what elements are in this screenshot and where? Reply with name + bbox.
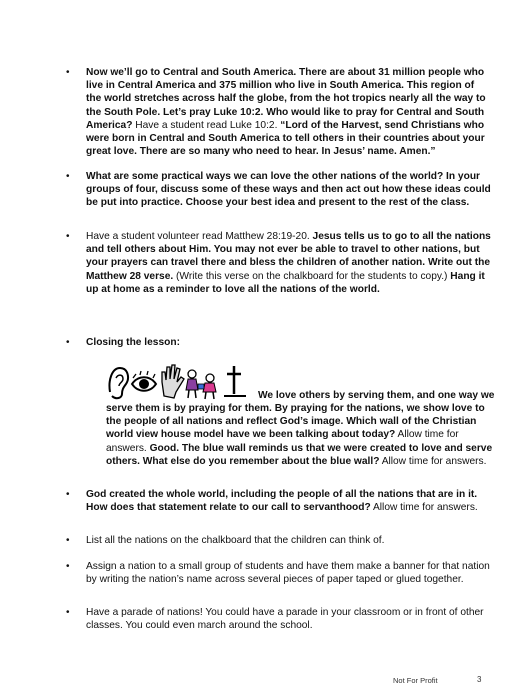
text-segment: What are some practical ways we can love the other nations of the world? In your groups of four, discuss some of these ways and then act out how these ideas could be put into practice. Choose your best idea and present to the rest of the class.: [86, 171, 491, 209]
text-segment: Allow time for answers.: [370, 502, 478, 514]
bullet-text: [86, 230, 492, 296]
clipart-icon-strip: [106, 362, 256, 402]
section-heading: [86, 336, 492, 349]
eye-icon: [132, 371, 156, 391]
bullet-text: [86, 488, 492, 514]
text-segment: “Lord of the Harvest, send Christians who were born in Central and South America to tell others in their countries about your great love. There are so many who need to hear. In Jesus’ name. Amen.”: [86, 119, 485, 158]
bullet-item-list-nations: [66, 534, 492, 547]
text-segment: Hang it up at home as a reminder to love all the nations of the world.: [86, 270, 485, 295]
text-segment: Assign a nation to a small group of students and have them make a banner for that nation by writing the nation’s name across several pieces of paper taped or glued together.: [86, 561, 490, 586]
cross-icon: [224, 366, 246, 396]
bullet-text: [86, 534, 492, 547]
text-segment: Allow time for answers.: [106, 429, 459, 454]
bullet-item-central-south-america: [66, 66, 492, 158]
text-segment: (Write this verse on the chalkboard for the students to copy.): [173, 270, 451, 282]
ear-icon: [109, 368, 128, 398]
bullet-text: [86, 66, 492, 158]
text-segment: Have a student read Luke 10:2.: [132, 119, 281, 131]
bullet-marker: •: [66, 337, 70, 348]
bullet-text: [86, 170, 492, 210]
bullet-marker: •: [66, 231, 70, 242]
bullet-item-parade: [66, 606, 492, 632]
children-icon: [186, 370, 216, 399]
footer-text: Not For Profit: [393, 676, 438, 685]
text-segment: Have a student volunteer read Matthew 28:19-20.: [86, 231, 313, 242]
bullet-marker: •: [66, 171, 70, 182]
text-segment: Closing the lesson:: [86, 337, 180, 348]
text-segment: Jesus tells us to go to all the nations and tell others about Him. You may not ever be able to travel to other nations, but your prayers can travel there and bless the children of another nation. Write out the Matthew 28 verse.: [86, 231, 491, 282]
bullet-item-god-created: [66, 488, 492, 514]
text-segment: List all the nations on the chalkboard that the children can think of.: [86, 535, 385, 546]
bullet-item-assign-nation: [66, 560, 492, 586]
text-segment: God created the whole world, including the people of all the nations that are in it. How does that statement relate to our call to servanthood?: [86, 489, 478, 514]
text-segment: Allow time for answers.: [379, 455, 487, 467]
bullet-marker: •: [66, 561, 70, 572]
closing-paragraph: [106, 362, 498, 468]
bullet-marker: •: [66, 489, 70, 500]
bullet-marker: •: [66, 67, 70, 78]
text-segment: We love others by serving them, and one way we serve them is by praying for them. By praying for the nations, we show love to the people of all nations and reflect God’s image. Which wall of the Christian world view house model have we been talking about today?: [106, 389, 495, 441]
hand-icon: [162, 365, 184, 398]
text-segment: Good. The blue wall reminds us that we were created to love and serve others. What else do you remember about the blue wall?: [106, 442, 493, 467]
text-segment: Now we’ll go to Central and South America. There are about 31 million people who live in Central America and 375 million who live in South America. This region of the world stretches across half the globe, from the hot tropics nearly all the way to the South Pole. Let’s pray Luke 10:2. Who would like to pray for Central and South America?: [86, 67, 486, 131]
bullet-marker: •: [66, 607, 70, 618]
bullet-text: [86, 560, 492, 586]
bullet-text: [86, 606, 492, 632]
bullet-item-matthew-28: [66, 230, 492, 296]
text-segment: Have a parade of nations! You could have a parade in your classroom or in front of other classes. You could even march around the school.: [86, 607, 484, 632]
bullet-marker: •: [66, 535, 70, 546]
bullet-item-closing-lesson: [66, 336, 492, 349]
bullet-item-practical-ways: [66, 170, 492, 210]
page-number: 3: [477, 675, 482, 684]
